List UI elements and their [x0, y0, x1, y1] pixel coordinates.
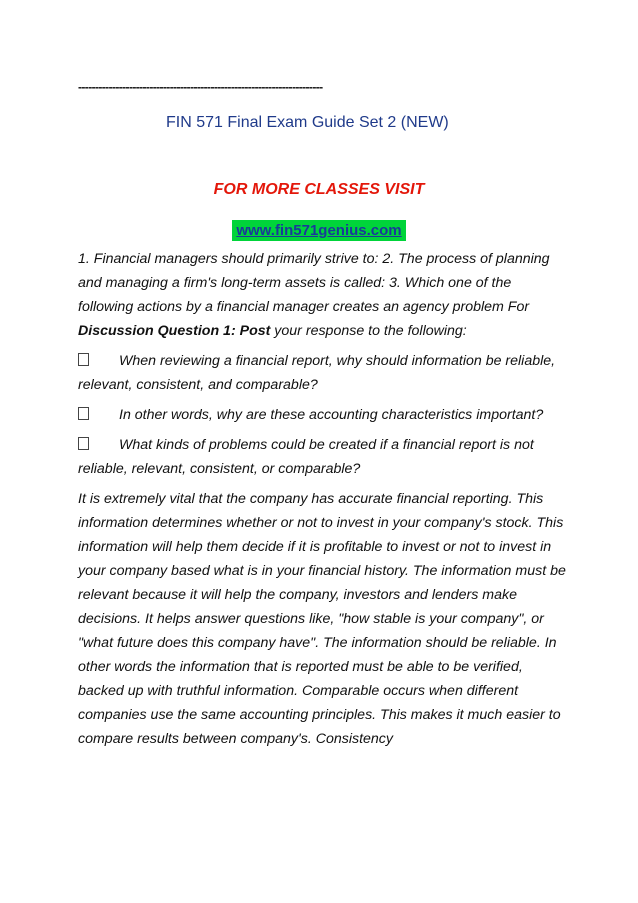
bullet-item [78, 349, 566, 397]
promo-heading: FOR MORE CLASSES VISIT [213, 181, 425, 198]
bullet-item [78, 403, 566, 427]
bullet-box-icon [78, 353, 89, 366]
separator-line: ------------------------------------------------------------------------ [78, 80, 323, 94]
intro-paragraph [78, 247, 566, 343]
bullet-text: What kinds of problems could be created if a financial report is not reliable, relevant, consistent, or comparable? [78, 437, 534, 477]
intro-bold-text: Discussion Question 1: Post [78, 323, 271, 339]
bullet-item [78, 433, 566, 481]
promo-link-row [0, 220, 638, 241]
bullet-text: When reviewing a financial report, why should information be reliable, relevant, consistent, and comparable? [78, 353, 556, 393]
bullet-text: In other words, why are these accounting characteristics important? [119, 407, 544, 423]
intro-text-2: your response to the following: [270, 323, 467, 339]
intro-text-1: 1. Financial managers should primarily strive to: 2. The process of planning and managing a firm's long-term assets is called: 3. Which one of the following actions by a financial manager creates an agency problem For [78, 251, 550, 315]
document-body [78, 247, 566, 757]
page-title: FIN 571 Final Exam Guide Set 2 (NEW) [166, 114, 449, 131]
website-link[interactable]: www.fin571genius.com [232, 220, 405, 241]
answer-paragraph: It is extremely vital that the company has accurate financial reporting. This information determines whether or not to invest in your company's stock. This information will help them decide if it is profitable to invest or not to invest in your company based what is in your financial history. The information must be relevant because it will help the company, investors and lenders make decisions. It helps answer questions like, "how stable is your company", or "what future does this company have". The information should be reliable. In other words the information that is reported must be able to be verified, backed up with truthful information. Comparable occurs when different companies use the same accounting principles. This makes it much easier to compare results between company's. Consistency [78, 491, 566, 747]
bullet-box-icon [78, 407, 89, 420]
bullet-box-icon [78, 437, 89, 450]
